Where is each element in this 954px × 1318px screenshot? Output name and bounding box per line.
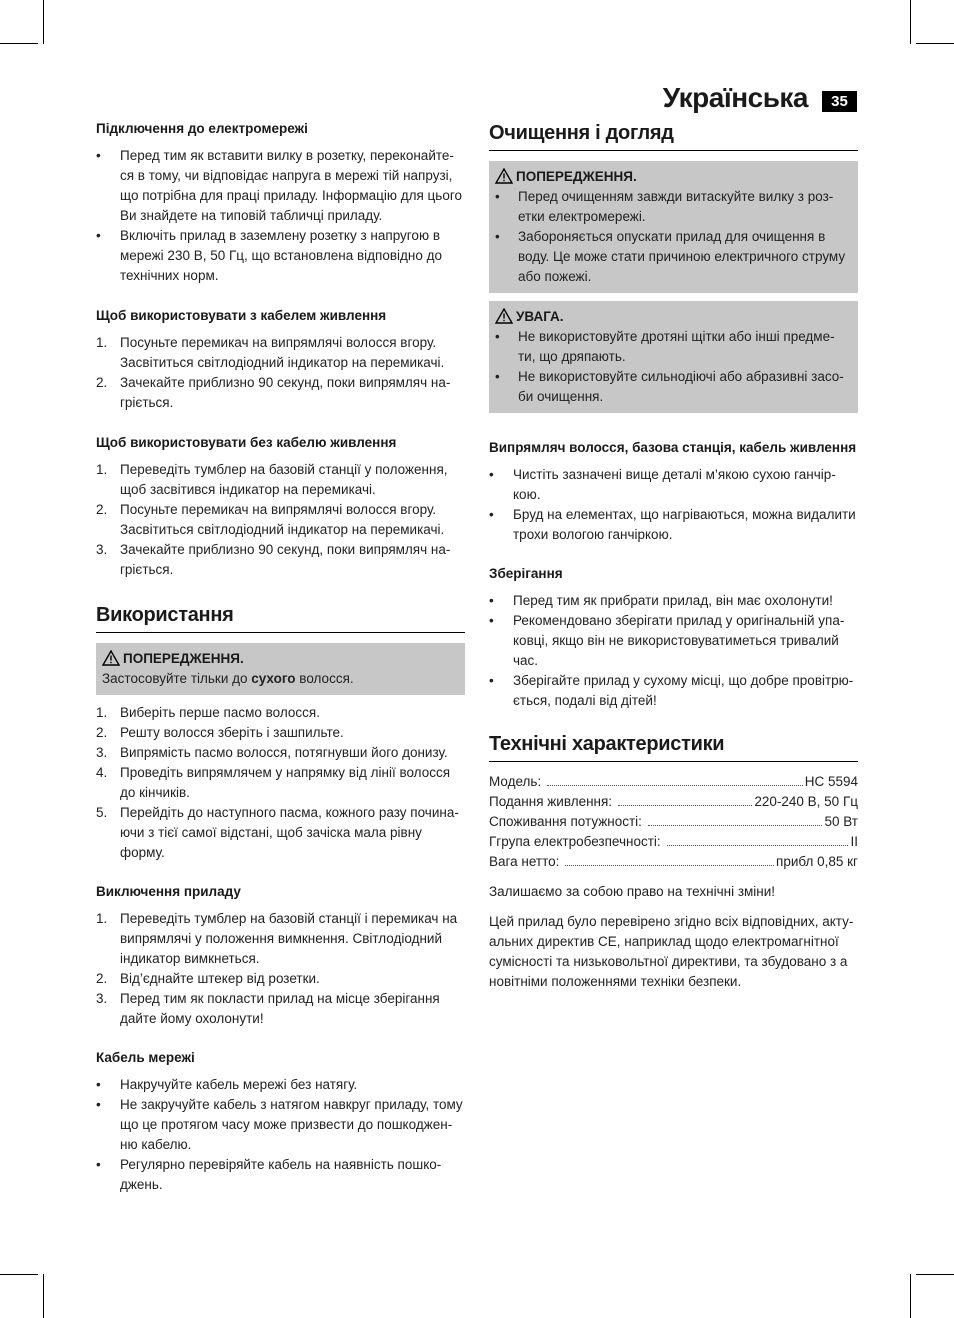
bullet-marker: • [96,228,101,243]
usage-warning-box [96,643,465,695]
turning-off-heading: Виключення приладу [96,884,241,899]
with-cable-heading: Щоб використовувати з кабелем живлення [96,308,387,323]
crop-mark [0,1274,38,1275]
list-item: • Не закручуйте кабель з натягом навкруг приладу, тому що це протягом часу може призвести до пошкоджен-ню кабелю. [96,1097,463,1152]
bullet-marker: • [495,329,500,344]
list-item: 3. Зачекайте приблизно 90 секунд, поки випрямляч на-гріється. [96,542,451,577]
list-item: • Забороняється опускати прилад для очищення в воду. Це може стати причиною електричного струму або пожежі. [495,229,846,284]
power-connection-heading: Підключення до електромережі [96,121,308,136]
ce-compliance-text: Цей прилад було перевірено згідно всіх відповідних, акту-альних директив СЕ, наприклад щодо електромагнітної сумісності та низьковольтної директиви, та збудовано з а новітніми положеннями техніки безпеки. [489,914,854,989]
crop-mark [43,0,44,44]
list-item: 2. Від’єднайте штекер від розетки. [96,971,320,986]
bullet-marker: • [489,593,494,608]
bullet-marker: • [96,148,101,163]
list-item: 5. Перейдіть до наступного пасма, кожного разу почина-ючи з тієї самої відстані, щоб зачіска мала рівну форму. [96,805,459,860]
right-column [489,120,858,992]
technical-changes-note: Залишаємо за собою право на технічні зміни! [489,884,776,899]
list-item: 1. Виберіть перше пасмо волосся. [96,705,320,720]
list-item: • Рекомендовано зберігати прилад у оригінальній упа-ковці, якщо він не використовуватиметься тривалий час. [489,613,845,668]
list-item: • Зберігайте прилад у сухому місці, що добре провітрю-ється, подалі від дітей! [489,673,854,708]
list-item: 2. Посуньте перемикач на випрямлячі волосся вгору. Засвітиться світлодіодний індикатор на перемикачі. [96,502,445,537]
list-item: • Не використовуйте сильнодіючі або абразивні засо-би очищення. [495,369,844,404]
usage-warning-text: Застосовуйте тільки до сухого волосся. [102,671,354,686]
power-cable-heading: Кабель мережі [96,1050,195,1065]
list-item: • Перед тим як вставити вилку в розетку, переконайте-ся в тому, чи відповідає напруга в мережі тій напрузі, що потрібна для праці приладу. Інформацію для цього Ви знайдете на типовій табличці приладу. [96,148,462,223]
specs-table [489,772,858,872]
warning-triangle-icon [495,308,513,324]
list-item: • Бруд на елементах, що нагріваються, можна видалити трохи вологою ганчіркою. [489,507,856,542]
cleaning-caution-box [489,301,858,413]
bullet-marker: • [495,229,500,244]
left-column [96,120,465,1195]
spec-row-power-supply: Подання живлення: 220-240 В, 50 Гц [489,794,858,809]
spec-row-model: Модель: HC 5594 [489,774,858,789]
without-cable-heading: Щоб використовувати без кабелю живлення [96,435,397,450]
bullet-marker: • [489,673,494,688]
crop-mark [43,1274,44,1318]
page-number-badge: 35 [822,91,857,112]
cleaning-section-title: Очищення і догляд [489,120,858,151]
specs-section-title: Технічні характеристики [489,731,858,762]
cleaning-warning-box [489,161,858,293]
bullet-marker: • [495,369,500,384]
usage-warning-title: ПОПЕРЕДЖЕННЯ. [123,651,244,666]
bullet-marker: • [96,1157,101,1172]
spec-row-safety-class: Ггрупа електробезпечності: II [489,834,858,849]
crop-mark [910,1274,911,1318]
list-item: • Чистіть зазначені вище деталі м’якою сухою ганчір-кою. [489,467,836,502]
storage-heading: Зберігання [489,566,563,581]
crop-mark [910,0,911,44]
crop-mark [0,43,38,44]
power-connection-list [96,146,465,286]
bullet-marker: • [495,189,500,204]
cleaning-warning-title: ПОПЕРЕДЖЕННЯ. [516,169,637,184]
power-cable-list [96,1075,465,1195]
turning-off-steps [96,909,465,1029]
cleaning-caution-title: УВАГА. [516,309,564,324]
list-item: 3. Перед тим як покласти прилад на місце зберігання дайте йому охолонути! [96,991,440,1026]
list-item: • Включіть прилад в заземлену розетку з напругою в мережі 230 В, 50 Гц, що встановлена відповідно до технічних норм. [96,228,442,283]
spec-row-net-weight: Вага нетто: прибл 0,85 кг [489,854,858,869]
warning-triangle-icon [495,168,513,184]
list-item: • Накручуйте кабель мережі без натягу. [96,1075,465,1095]
usage-steps [96,703,465,863]
bullet-marker: • [489,613,494,628]
page-language-title: Українська [662,82,808,113]
storage-list [489,591,858,711]
spec-row-power-consumption: Споживання потужності: 50 Вт [489,814,858,829]
without-cable-steps [96,460,465,580]
list-item: 1. Переведіть тумблер на базовій станції у положення, щоб засвітився індикатор на перемикачі. [96,462,448,497]
crop-mark [916,43,954,44]
parts-heading: Випрямляч волосся, базова станція, кабель живлення [489,440,857,455]
list-item: 4. Проведіть випрямлячем у напрямку від лінії волосся до кінчиків. [96,765,451,800]
list-item: • Регулярно перевіряйте кабель на наявність пошко-джень. [96,1157,442,1192]
list-item: 2. Зачекайте приблизно 90 секунд, поки випрямляч на-гріється. [96,375,451,410]
list-item: • Не використовуйте дротяні щітки або інші предме-ти, що дряпають. [495,329,835,364]
list-item: 3. Випрямість пасмо волосся, потягнувши його донизу. [96,745,448,760]
list-item: 2. Решту волосся зберіть і зашпильте. [96,725,344,740]
bullet-marker: • [96,1077,101,1092]
bullet-marker: • [489,467,494,482]
list-item: • Перед тим як прибрати прилад, він має охолонути! [489,591,858,611]
bullet-marker: • [489,507,494,522]
with-cable-steps [96,333,465,413]
bullet-marker: • [96,1097,101,1112]
parts-list [489,465,858,545]
list-item: 1. Посуньте перемикач на випрямлячі волосся вгору. Засвітиться світлодіодний індикатор на перемикачі. [96,335,445,370]
list-item: • Перед очищенням завжди витаскуйте вилку з роз-етки електромережі. [495,189,834,224]
usage-section-title: Використання [96,602,465,633]
list-item: 1. Переведіть тумблер на базовій станції і перемикач на випрямлячі у положення вимкнення. Світлодіодний індикатор вимкнеться. [96,911,458,966]
warning-triangle-icon [102,650,120,666]
crop-mark [916,1274,954,1275]
